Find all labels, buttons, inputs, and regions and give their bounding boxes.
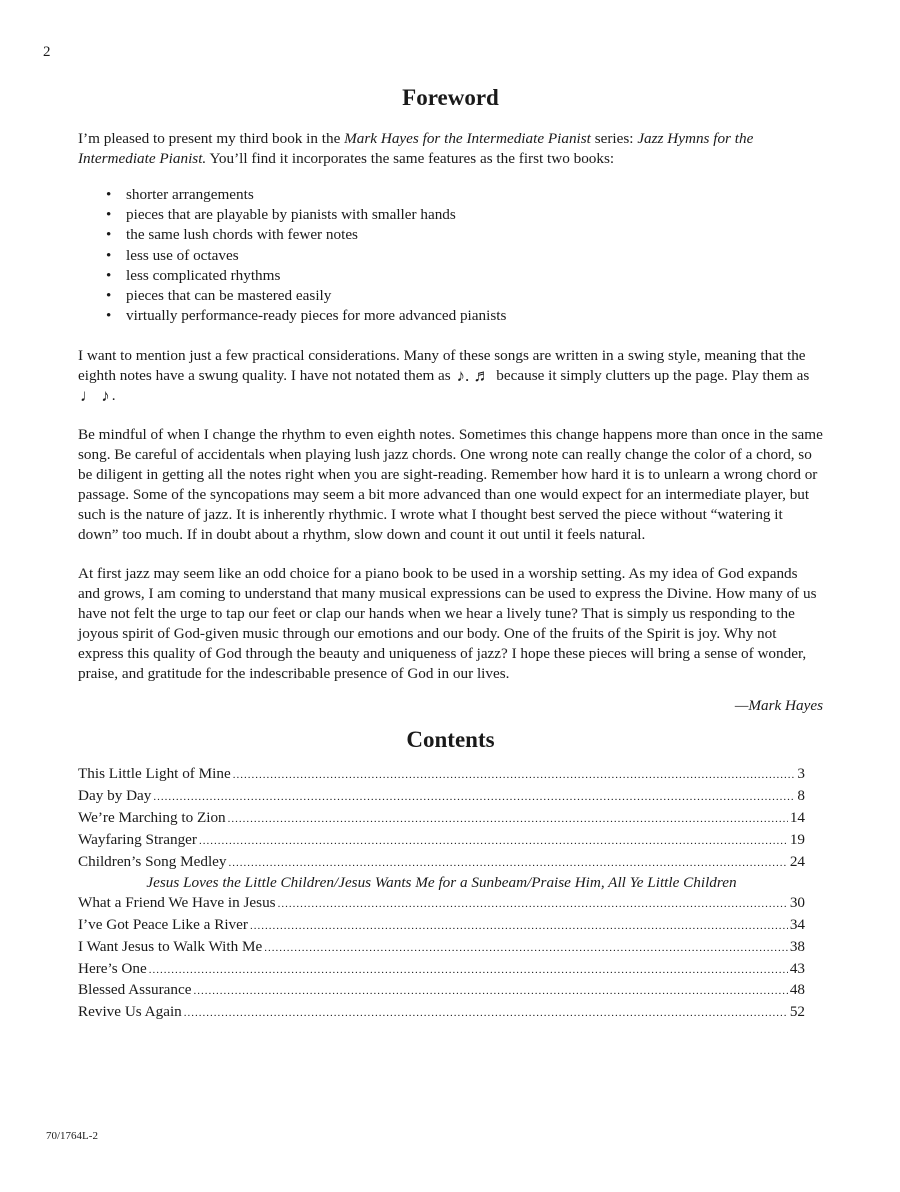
toc-title: Children’s Song Medley <box>78 852 227 870</box>
toc-page: 34 <box>789 916 805 933</box>
toc-title: I’ve Got Peace Like a River <box>78 916 248 933</box>
toc-page: 30 <box>789 894 805 912</box>
rhythm-paragraph: Be mindful of when I change the rhythm to even eighth notes. Sometimes this change happens more than once in the same song. Be careful of accidentals when playing lush jazz chords. One wrong note can really change the color of a chord, so be diligent in getting all the notes right when you are sight-reading. Remember how hard it is to unlearn a wrong chord or passage. Some of the syncopations may seem a bit more advanced than one would expect for an intermediate player, but such is the nature of jazz. It is inherently rhythmic. I wrote what I thought best served the piece without “watering it down” too much. If in doubt about a rhythm, slow down and count it out until it feels natural. <box>78 426 823 544</box>
toc-row[interactable] <box>78 893 805 915</box>
toc-row[interactable] <box>78 959 805 981</box>
toc-title: We’re Marching to Zion <box>78 809 226 827</box>
toc-row[interactable] <box>78 786 805 808</box>
feature-list <box>78 185 823 326</box>
toc-title: This Little Light of Mine <box>78 765 231 783</box>
book-title: Jazz Hymns for the Intermediate Pianist. <box>78 130 754 167</box>
list-item: • virtually performance-ready pieces for more advanced pianists <box>126 306 823 326</box>
triplet-notation: ♩ ♪ <box>80 386 110 406</box>
medley-subtitle: Jesus Loves the Little Children/Jesus Wants Me for a Sunbeam/Praise Him, All Ye Little Children <box>146 874 737 892</box>
toc-row[interactable] <box>78 830 805 852</box>
toc-row[interactable] <box>78 915 805 937</box>
toc-page: 8 <box>797 787 805 805</box>
toc-page: 14 <box>789 809 805 827</box>
toc-page: 19 <box>789 830 805 848</box>
table-of-contents <box>78 764 823 1024</box>
series-title: Mark Hayes for the Intermediate Pianist <box>344 130 591 147</box>
list-item: • less complicated rhythms <box>126 266 823 286</box>
worship-paragraph: At first jazz may seem like an odd choice for a piano book to be used in a worship setting. As my idea of God expands and grows, I am coming to understand that many musical expressions can be used to express the Divine. How many of us have not felt the urge to tap our feet or clap our hands when we hear a lively tune? That is simply us responding to the joyous spirit of God-given music through our emotions and our body. One of the fruits of the Spirit is joy. Why not express this quality of God through the beauty and uniqueness of jazz? I hope these pieces will bring a sense of wonder, praise, and gratitude for the indescribable presence of God in our lives. <box>78 565 817 683</box>
toc-page: 43 <box>789 959 805 977</box>
footer-code: 70/1764L-2 <box>46 1130 98 1142</box>
toc-row[interactable] <box>78 937 805 959</box>
list-item: • less use of octaves <box>126 246 823 266</box>
toc-title: Blessed Assurance <box>78 981 192 999</box>
contents-heading: Contents <box>406 727 495 753</box>
foreword-heading: Foreword <box>402 85 499 110</box>
toc-row[interactable] <box>78 1002 805 1024</box>
toc-title: Here’s One <box>78 959 147 977</box>
swing-paragraph: I want to mention just a few practical considerations. Many of these songs are written in a swing style, meaning that the eighth notes have a swung quality. I have not notated them as ♪. ♬ because it simply clutters up the page. Play them as ♩ ♪ . <box>78 347 810 406</box>
toc-row[interactable] <box>78 980 805 1002</box>
toc-title: Revive Us Again <box>78 1003 182 1021</box>
toc-page: 52 <box>789 1003 805 1021</box>
list-item: • the same lush chords with fewer notes <box>126 225 823 245</box>
list-item: • shorter arrangements <box>126 185 823 205</box>
toc-row[interactable] <box>78 764 805 786</box>
toc-page: 48 <box>789 981 805 999</box>
list-item: • pieces that are playable by pianists with smaller hands <box>126 205 823 225</box>
dotted-eighth-notation: ♪. ♬ <box>456 366 491 386</box>
signature: —Mark Hayes <box>734 697 823 715</box>
toc-page: 3 <box>797 765 805 783</box>
page-content <box>78 82 823 1024</box>
page-number: 2 <box>43 44 51 60</box>
toc-page: 24 <box>789 852 805 870</box>
list-item: • pieces that can be mastered easily <box>126 286 823 306</box>
intro-paragraph: I’m pleased to present my third book in the Mark Hayes for the Intermediate Pianist series: Jazz Hymns for the Intermediate Pianist. You’ll find it incorporates the same features as the first two books: <box>78 130 754 167</box>
toc-row[interactable] <box>78 808 805 830</box>
toc-page: 38 <box>789 937 805 955</box>
toc-row[interactable] <box>78 852 805 874</box>
toc-title: Wayfaring Stranger <box>78 830 197 848</box>
toc-title: What a Friend We Have in Jesus <box>78 894 276 912</box>
toc-title: Day by Day <box>78 787 152 805</box>
toc-title: I Want Jesus to Walk With Me <box>78 937 263 955</box>
